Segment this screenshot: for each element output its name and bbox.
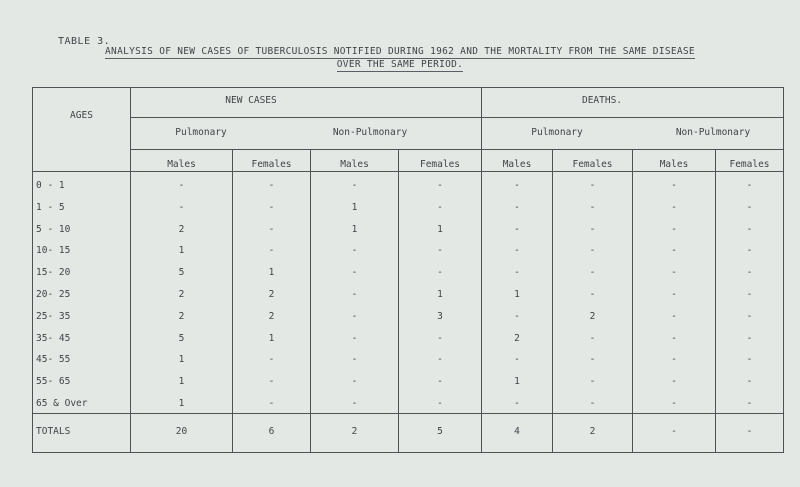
totals-top-rule <box>32 413 784 414</box>
row-value-cell: 1 <box>351 223 358 235</box>
row-value-cell: - <box>746 376 753 388</box>
header-females-1: Females <box>251 159 292 170</box>
row-value-cell: - <box>671 354 677 366</box>
header-new-cases: NEW CASES <box>225 95 277 106</box>
table-top-border <box>32 87 784 88</box>
title-line-2 <box>0 59 800 70</box>
row-value-cell: - <box>671 267 677 279</box>
row-value-cell: - <box>514 267 520 279</box>
row-age-label: 1 - 5 <box>36 201 65 213</box>
row-value-cell: - <box>351 354 358 366</box>
row-value-cell: - <box>671 398 677 409</box>
header-new-non-pulmonary: Non-Pulmonary <box>332 127 408 138</box>
table-label: TABLE 3. <box>58 36 111 47</box>
row-value-cell: 2 <box>178 310 185 322</box>
row-value-cell: - <box>351 245 358 257</box>
row-value-cell: 2 <box>589 310 596 322</box>
row-value-cell: - <box>589 267 596 279</box>
header-males-4: Males <box>659 159 689 170</box>
header-deaths-pulmonary: Pulmonary <box>531 127 583 138</box>
row-value-cell: 1 <box>514 289 520 300</box>
totals-value-cell: 5 <box>437 426 443 437</box>
row-value-cell: 1 <box>351 201 358 213</box>
header-deaths: DEATHS. <box>581 95 623 106</box>
table-bottom-border <box>32 452 784 453</box>
row-value-cell: - <box>746 267 753 279</box>
row-value-cell: - <box>746 201 753 213</box>
table-right-border <box>783 87 784 453</box>
row-value-cell: - <box>514 180 520 191</box>
header-rule-3 <box>130 149 784 150</box>
title-line-2-text: OVER THE SAME PERIOD. <box>336 59 464 70</box>
header-bottom-rule <box>32 171 784 172</box>
row-value-cell: 3 <box>437 310 443 322</box>
header-females-4: Females <box>729 159 770 170</box>
row-age-label: 5 - 10 <box>36 223 71 235</box>
row-value-cell: - <box>268 398 275 409</box>
row-value-cell: - <box>671 289 677 300</box>
row-value-cell: - <box>746 398 753 409</box>
row-value-cell: - <box>437 201 443 213</box>
row-value-cell: 1 <box>437 289 443 300</box>
row-value-cell: - <box>268 180 275 191</box>
row-age-label: 45- 55 <box>36 354 71 366</box>
row-value-cell: 5 <box>178 267 185 279</box>
row-age-label: 35- 45 <box>36 332 71 344</box>
header-males-3: Males <box>502 159 532 170</box>
row-value-cell: - <box>268 354 275 366</box>
row-value-cell: - <box>589 332 596 344</box>
row-value-cell: 1 <box>178 245 185 257</box>
title-line-1-text: ANALYSIS OF NEW CASES OF TUBERCULOSIS NOTIFIED DURING 1962 AND THE MORTALITY FROM THE SAME DISEASE <box>105 46 695 57</box>
row-value-cell: 2 <box>268 289 275 300</box>
row-value-cell: - <box>268 245 275 257</box>
row-value-cell: - <box>514 398 520 409</box>
row-value-cell: 1 <box>178 376 185 388</box>
row-value-cell: 1 <box>437 223 443 235</box>
row-value-cell: - <box>746 245 753 257</box>
row-value-cell: - <box>268 223 275 235</box>
row-value-cell: 1 <box>178 354 185 366</box>
row-value-cell: - <box>514 354 520 366</box>
row-value-cell: 2 <box>514 332 520 344</box>
table-left-border <box>32 87 33 453</box>
row-value-cell: - <box>746 223 753 235</box>
header-females-3: Females <box>572 159 613 170</box>
row-value-cell: 2 <box>178 289 185 300</box>
row-value-cell: - <box>437 180 443 191</box>
row-age-label: 0 - 1 <box>36 180 65 191</box>
row-value-cell: - <box>589 398 596 409</box>
row-value-cell: - <box>671 310 677 322</box>
row-value-cell: 5 <box>178 332 185 344</box>
row-value-cell: - <box>268 201 275 213</box>
row-age-label: 20- 25 <box>36 289 71 300</box>
row-value-cell: - <box>351 310 358 322</box>
row-age-label: 10- 15 <box>36 245 71 257</box>
row-value-cell: - <box>671 180 677 191</box>
row-value-cell: - <box>671 376 677 388</box>
row-value-cell: - <box>514 310 520 322</box>
row-value-cell: 1 <box>178 398 185 409</box>
row-value-cell: 1 <box>514 376 520 388</box>
header-rule-2 <box>130 117 784 118</box>
row-value-cell: - <box>437 267 443 279</box>
row-value-cell: - <box>589 245 596 257</box>
row-value-cell: - <box>268 376 275 388</box>
row-age-label: 25- 35 <box>36 310 71 322</box>
row-value-cell: - <box>589 180 596 191</box>
row-value-cell: - <box>671 201 677 213</box>
totals-value-cell: 2 <box>589 426 596 437</box>
row-value-cell: - <box>351 267 358 279</box>
row-value-cell: - <box>437 398 443 409</box>
row-value-cell: 2 <box>178 223 185 235</box>
row-age-label: 55- 65 <box>36 376 71 388</box>
totals-label: TOTALS <box>36 426 71 437</box>
row-age-label: 65 & Over <box>36 398 88 409</box>
header-ages: AGES <box>70 110 93 121</box>
row-value-cell: - <box>351 180 358 191</box>
row-value-cell: - <box>746 289 753 300</box>
row-value-cell: - <box>589 289 596 300</box>
totals-value-cell: 6 <box>268 426 275 437</box>
totals-value-cell: - <box>746 426 753 437</box>
header-new-pulmonary: Pulmonary <box>175 127 227 138</box>
row-value-cell: - <box>514 201 520 213</box>
row-value-cell: 2 <box>268 310 275 322</box>
totals-value-cell: - <box>671 426 677 437</box>
row-value-cell: - <box>671 332 677 344</box>
header-males-1: Males <box>167 159 196 170</box>
row-age-label: 15- 20 <box>36 267 71 279</box>
row-value-cell: 1 <box>268 332 275 344</box>
row-value-cell: - <box>178 180 185 191</box>
row-value-cell: - <box>514 223 520 235</box>
totals-value-cell: 20 <box>175 426 188 437</box>
row-value-cell: - <box>589 354 596 366</box>
row-value-cell: - <box>589 223 596 235</box>
row-value-cell: - <box>671 245 677 257</box>
header-males-2: Males <box>340 159 369 170</box>
row-value-cell: 1 <box>268 267 275 279</box>
row-value-cell: - <box>437 332 443 344</box>
row-value-cell: - <box>589 376 596 388</box>
row-value-cell: - <box>746 332 753 344</box>
row-value-cell: - <box>746 180 753 191</box>
totals-value-cell: 4 <box>514 426 520 437</box>
row-value-cell: - <box>437 354 443 366</box>
row-value-cell: - <box>351 289 358 300</box>
row-value-cell: - <box>746 354 753 366</box>
row-value-cell: - <box>351 376 358 388</box>
row-value-cell: - <box>437 245 443 257</box>
header-females-2: Females <box>419 159 461 170</box>
row-value-cell: - <box>351 332 358 344</box>
row-value-cell: - <box>589 201 596 213</box>
header-deaths-non-pulmonary: Non-Pulmonary <box>675 127 751 138</box>
row-value-cell: - <box>746 310 753 322</box>
row-value-cell: - <box>351 398 358 409</box>
title-line-1 <box>0 46 800 57</box>
row-value-cell: - <box>178 201 185 213</box>
totals-value-cell: 2 <box>351 426 358 437</box>
row-value-cell: - <box>437 376 443 388</box>
row-value-cell: - <box>671 223 677 235</box>
row-value-cell: - <box>514 245 520 257</box>
